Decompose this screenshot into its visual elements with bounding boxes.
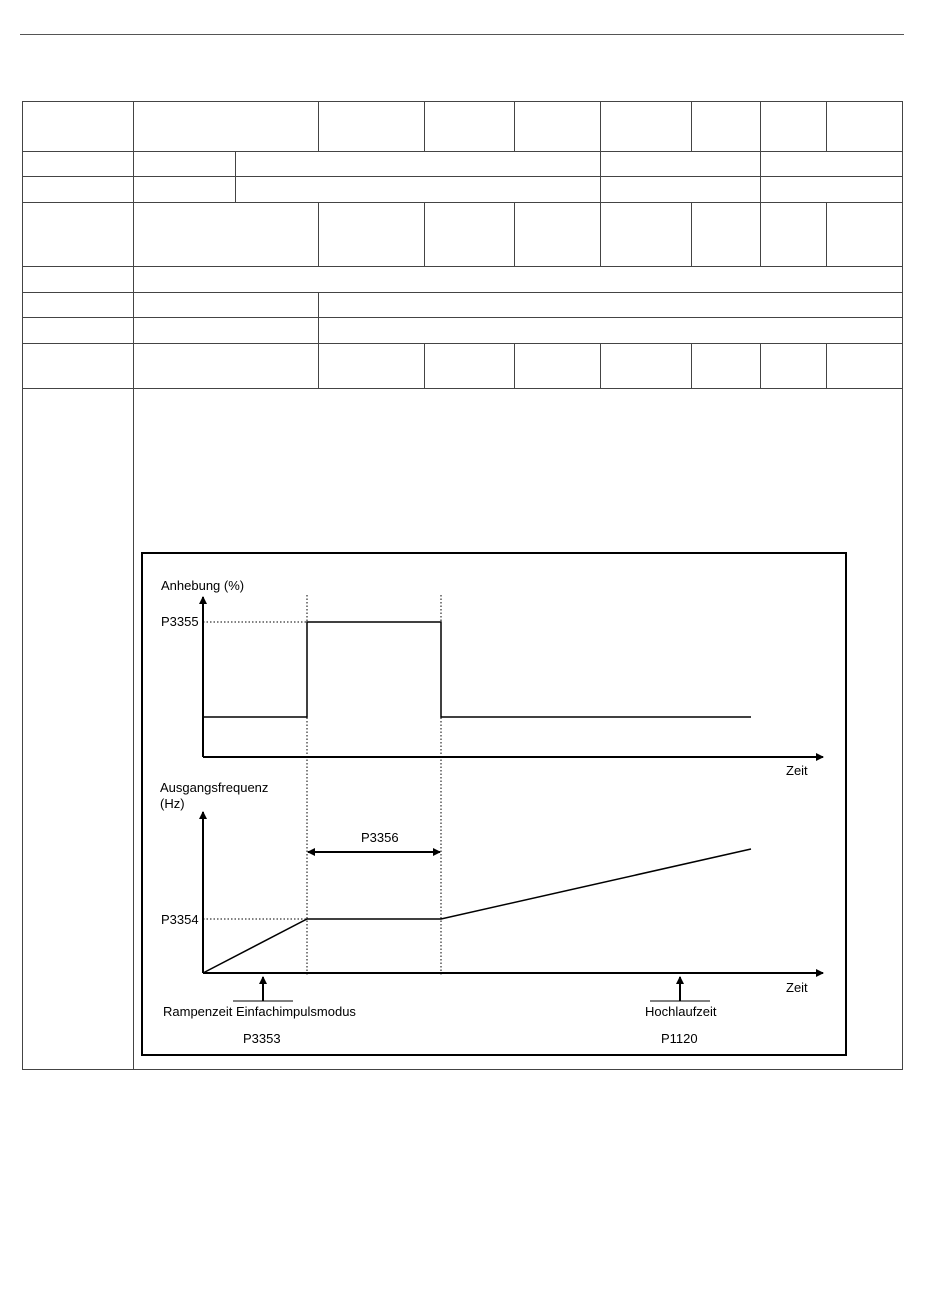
lower-y-axis-label-1: Ausgangsfrequenz [160, 780, 269, 795]
rampup-time-label: Hochlaufzeit [645, 1004, 717, 1019]
p3353-label: P3353 [243, 1031, 281, 1046]
boost-curve [203, 622, 751, 717]
upper-x-axis-label: Zeit [786, 763, 808, 778]
ramp-time-label: Rampenzeit Einfachimpulsmodus [163, 1004, 356, 1019]
p3354-label: P3354 [161, 912, 199, 927]
p1120-label: P1120 [661, 1031, 698, 1046]
p3355-label: P3355 [161, 614, 199, 629]
lower-x-axis-label: Zeit [786, 980, 808, 995]
diagram-frame [142, 553, 846, 1055]
lower-y-axis-label-2: (Hz) [160, 796, 185, 811]
frequency-curve [203, 849, 751, 973]
upper-y-axis-label: Anhebung (%) [161, 578, 245, 593]
p3356-label: P3356 [361, 830, 399, 845]
